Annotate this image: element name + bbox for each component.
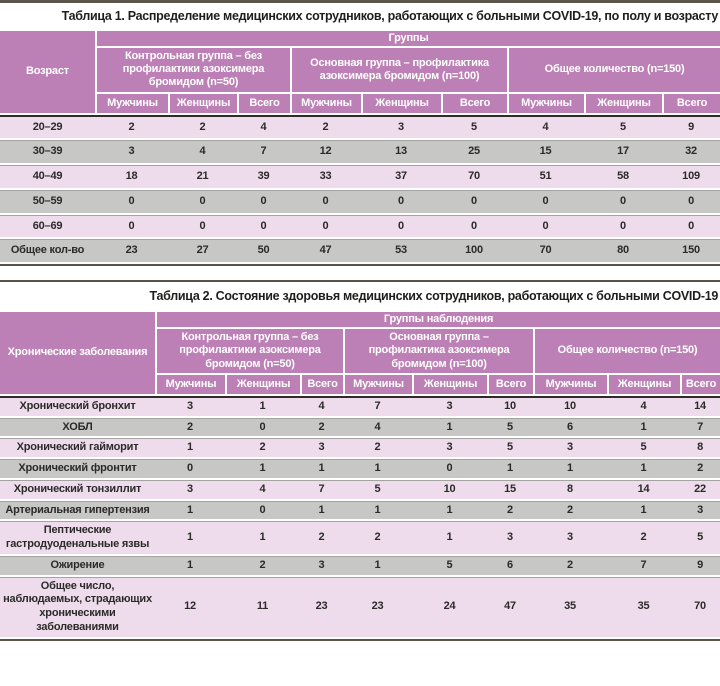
table-cell: 1 <box>343 501 412 520</box>
table-cell: 2 <box>95 115 168 139</box>
table-cell: 37 <box>361 165 441 188</box>
table-cell: 70 <box>441 165 507 188</box>
table-cell: 1 <box>412 521 487 554</box>
table-cell: 5 <box>487 438 533 457</box>
table-cell: 0 <box>507 190 584 213</box>
table-cell: 4 <box>343 418 412 437</box>
table-row <box>0 215 720 238</box>
table-cell: 0 <box>584 190 662 213</box>
table-cell: 7 <box>343 396 412 416</box>
table-cell: 0 <box>441 190 507 213</box>
table2-total-group-header: Общее количество (n=150) <box>533 329 720 373</box>
table1-header-row-sub <box>0 94 720 113</box>
table-cell: 23 <box>300 577 343 637</box>
table-cell: 1 <box>607 501 680 520</box>
row-label: ХОБЛ <box>0 418 155 437</box>
table2-sub-women-2: Женщины <box>412 375 487 394</box>
table-cell: 9 <box>662 115 720 139</box>
table-cell: 0 <box>290 190 361 213</box>
table-cell: 2 <box>290 115 361 139</box>
table-cell: 5 <box>680 521 720 554</box>
table-cell: 7 <box>680 418 720 437</box>
row-label: Артериальная гипертензия <box>0 501 155 520</box>
table-cell: 53 <box>361 239 441 262</box>
table-cell: 70 <box>680 577 720 637</box>
table-row <box>0 556 720 575</box>
table-cell: 1 <box>607 418 680 437</box>
table-cell: 7 <box>300 480 343 499</box>
table-cell: 3 <box>412 396 487 416</box>
table-cell: 22 <box>680 480 720 499</box>
table2-corner-header: Хронические заболевания <box>0 312 155 394</box>
table-cell: 2 <box>300 521 343 554</box>
table-cell: 0 <box>168 190 237 213</box>
table1-sub-total-2: Всего <box>441 94 507 113</box>
table-row <box>0 396 720 416</box>
table2-sub-women-1: Женщины <box>225 375 300 394</box>
table1-sub-men-1: Мужчины <box>95 94 168 113</box>
table-cell: 1 <box>225 396 300 416</box>
table2-sub-men-2: Мужчины <box>343 375 412 394</box>
table-cell: 2 <box>343 521 412 554</box>
table-row <box>0 438 720 457</box>
table-cell: 1 <box>300 501 343 520</box>
table-cell: 0 <box>290 215 361 238</box>
table-cell: 5 <box>584 115 662 139</box>
table2-sub-men-1: Мужчины <box>155 375 225 394</box>
table-cell: 5 <box>487 418 533 437</box>
table-cell: 3 <box>412 438 487 457</box>
table1-header-row-groups <box>0 31 720 46</box>
row-label: Хронический тонзиллит <box>0 480 155 499</box>
table-cell: 2 <box>300 418 343 437</box>
table-cell: 47 <box>487 577 533 637</box>
table-cell: 0 <box>662 190 720 213</box>
table-cell: 0 <box>412 459 487 478</box>
table-cell: 0 <box>507 215 584 238</box>
table-cell: 4 <box>300 396 343 416</box>
table-cell: 2 <box>680 459 720 478</box>
table-cell: 50 <box>237 239 290 262</box>
table-cell: 1 <box>225 459 300 478</box>
row-label: Пептические гастродуоденальные язвы <box>0 521 155 554</box>
table-cell: 1 <box>155 521 225 554</box>
table-cell: 35 <box>607 577 680 637</box>
table-row <box>0 190 720 213</box>
row-label: 20–29 <box>0 115 95 139</box>
table1-title: Таблица 1. Распределение медицинских сотрудников, работающих с больными COVID-19, по полу и возрасту <box>61 9 718 23</box>
table1-corner-header: Возраст <box>0 31 95 113</box>
table-cell: 18 <box>95 165 168 188</box>
table-cell: 3 <box>155 396 225 416</box>
row-label: 30–39 <box>0 140 95 163</box>
table-cell: 4 <box>607 396 680 416</box>
table1-groups-header: Группы <box>95 31 720 46</box>
table-cell: 17 <box>584 140 662 163</box>
table-cell: 0 <box>662 215 720 238</box>
table2-sub-total-1: Всего <box>300 375 343 394</box>
table-cell: 13 <box>361 140 441 163</box>
table1-sub-total-3: Всего <box>662 94 720 113</box>
table-cell: 0 <box>361 215 441 238</box>
row-label: Общее кол-во <box>0 239 95 262</box>
table-cell: 70 <box>507 239 584 262</box>
table-cell: 2 <box>225 438 300 457</box>
table-cell: 7 <box>237 140 290 163</box>
table-cell: 58 <box>584 165 662 188</box>
table2-sub-total-2: Всего <box>487 375 533 394</box>
table-cell: 2 <box>533 501 607 520</box>
table-cell: 10 <box>487 396 533 416</box>
table-cell: 3 <box>300 438 343 457</box>
table2-main-group-header: Основная группа – профилактика азоксимера бромидом (n=100) <box>343 329 533 373</box>
table-cell: 3 <box>487 521 533 554</box>
table-cell: 0 <box>237 190 290 213</box>
table-cell: 1 <box>300 459 343 478</box>
table1-sub-women-1: Женщины <box>168 94 237 113</box>
table-row <box>0 418 720 437</box>
table-cell: 1 <box>155 556 225 575</box>
table1-sub-women-3: Женщины <box>584 94 662 113</box>
table-cell: 5 <box>412 556 487 575</box>
table-cell: 4 <box>225 480 300 499</box>
table2-control-group-header: Контрольная группа – без профилактики азоксимера бромидом (n=50) <box>155 329 343 373</box>
row-label: Хронический гайморит <box>0 438 155 457</box>
table-cell: 9 <box>680 556 720 575</box>
table-cell: 4 <box>507 115 584 139</box>
table-cell: 0 <box>584 215 662 238</box>
table-cell: 3 <box>361 115 441 139</box>
table-cell: 12 <box>155 577 225 637</box>
table-cell: 12 <box>290 140 361 163</box>
table1-sub-total-1: Всего <box>237 94 290 113</box>
table2-sub-men-3: Мужчины <box>533 375 607 394</box>
table1-body <box>0 115 720 263</box>
table-cell: 10 <box>533 396 607 416</box>
table-row <box>0 521 720 554</box>
row-label: Хронический фронтит <box>0 459 155 478</box>
row-label: Общее число, наблюдаемых, страдающих хроническими заболеваниями <box>0 577 155 637</box>
table-cell: 3 <box>300 556 343 575</box>
table-cell: 2 <box>607 521 680 554</box>
table2-header-row-groups <box>0 312 720 327</box>
table1-total-group-header: Общее количество (n=150) <box>507 48 720 92</box>
table-cell: 0 <box>441 215 507 238</box>
table-cell: 1 <box>412 418 487 437</box>
table-cell: 109 <box>662 165 720 188</box>
table-cell: 2 <box>225 556 300 575</box>
table-cell: 32 <box>662 140 720 163</box>
table-cell: 4 <box>237 115 290 139</box>
table-cell: 33 <box>290 165 361 188</box>
table-cell: 1 <box>225 521 300 554</box>
table-cell: 6 <box>533 418 607 437</box>
table-cell: 1 <box>533 459 607 478</box>
table2-body <box>0 396 720 637</box>
row-label: 40–49 <box>0 165 95 188</box>
table-cell: 3 <box>533 438 607 457</box>
table-cell: 2 <box>155 418 225 437</box>
table-cell: 1 <box>607 459 680 478</box>
table-cell: 0 <box>237 215 290 238</box>
table-row <box>0 115 720 139</box>
table-cell: 2 <box>168 115 237 139</box>
table-cell: 10 <box>412 480 487 499</box>
table-cell: 14 <box>680 396 720 416</box>
table-cell: 27 <box>168 239 237 262</box>
table-cell: 47 <box>290 239 361 262</box>
table-cell: 3 <box>533 521 607 554</box>
table-cell: 2 <box>533 556 607 575</box>
table-cell: 8 <box>533 480 607 499</box>
table-cell: 51 <box>507 165 584 188</box>
table-cell: 1 <box>343 556 412 575</box>
table-cell: 6 <box>487 556 533 575</box>
table-cell: 2 <box>487 501 533 520</box>
table-cell: 1 <box>155 501 225 520</box>
table-cell: 0 <box>361 190 441 213</box>
table-cell: 1 <box>343 459 412 478</box>
table1-sub-women-2: Женщины <box>361 94 441 113</box>
table-cell: 4 <box>168 140 237 163</box>
table2-groups-header: Группы наблюдения <box>155 312 720 327</box>
table-cell: 1 <box>412 501 487 520</box>
table-cell: 35 <box>533 577 607 637</box>
table-cell: 0 <box>225 501 300 520</box>
table-cell: 80 <box>584 239 662 262</box>
table-cell: 21 <box>168 165 237 188</box>
table-cell: 3 <box>95 140 168 163</box>
figure-gap <box>0 266 720 280</box>
row-label: Хронический бронхит <box>0 396 155 416</box>
table-cell: 150 <box>662 239 720 262</box>
table-cell: 23 <box>343 577 412 637</box>
table1-main-group-header: Основная группа – профилактика азоксимера бромидом (n=100) <box>290 48 507 92</box>
table-cell: 3 <box>155 480 225 499</box>
table1-header-row-groupnames <box>0 48 720 92</box>
table-cell: 11 <box>225 577 300 637</box>
table-cell: 5 <box>607 438 680 457</box>
table1 <box>0 29 720 264</box>
table-row <box>0 480 720 499</box>
table-cell: 8 <box>680 438 720 457</box>
table-cell: 0 <box>155 459 225 478</box>
table2-bottom-rule <box>0 639 720 641</box>
table-cell: 14 <box>607 480 680 499</box>
table-cell: 5 <box>343 480 412 499</box>
table-cell: 1 <box>487 459 533 478</box>
table-cell: 100 <box>441 239 507 262</box>
table-cell: 7 <box>607 556 680 575</box>
table-row <box>0 165 720 188</box>
table1-sub-men-3: Мужчины <box>507 94 584 113</box>
table2-sub-women-3: Женщины <box>607 375 680 394</box>
table-cell: 24 <box>412 577 487 637</box>
table-cell: 3 <box>680 501 720 520</box>
table-row <box>0 501 720 520</box>
table2-sub-total-3: Всего <box>680 375 720 394</box>
table2 <box>0 310 720 639</box>
table-cell: 25 <box>441 140 507 163</box>
table-row <box>0 239 720 262</box>
table-cell: 1 <box>155 438 225 457</box>
table-cell: 23 <box>95 239 168 262</box>
table-row <box>0 140 720 163</box>
table-cell: 15 <box>487 480 533 499</box>
table-cell: 0 <box>95 190 168 213</box>
table-cell: 5 <box>441 115 507 139</box>
row-label: 50–59 <box>0 190 95 213</box>
table-cell: 0 <box>168 215 237 238</box>
table-row <box>0 459 720 478</box>
table-cell: 15 <box>507 140 584 163</box>
table-cell: 2 <box>343 438 412 457</box>
table-cell: 0 <box>95 215 168 238</box>
table-row <box>0 577 720 637</box>
table1-control-group-header: Контрольная группа – без профилактики азоксимера бромидом (n=50) <box>95 48 290 92</box>
row-label: Ожирение <box>0 556 155 575</box>
table-cell: 0 <box>225 418 300 437</box>
row-label: 60–69 <box>0 215 95 238</box>
table1-sub-men-2: Мужчины <box>290 94 361 113</box>
table2-title: Таблица 2. Состояние здоровья медицинских сотрудников, работающих с больными COVID-19 <box>149 289 718 304</box>
table-cell: 39 <box>237 165 290 188</box>
